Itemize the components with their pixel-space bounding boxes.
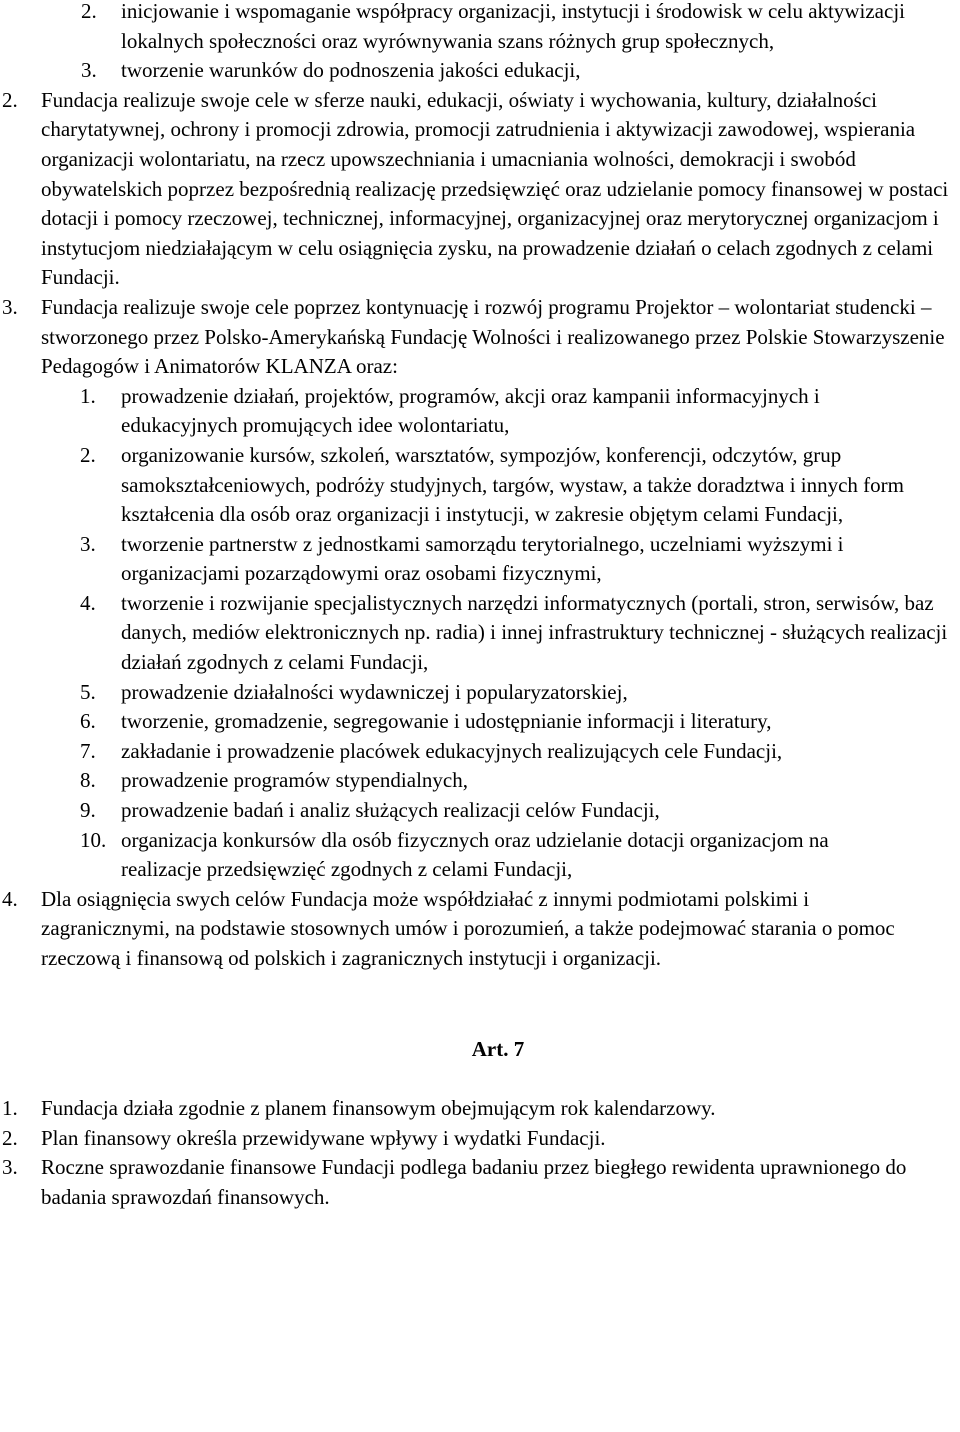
item-text: zakładanie i prowadzenie placówek edukacyjnych realizujących cele Fundacji, (121, 738, 783, 763)
list-item (81, 0, 960, 56)
item-number: 8. (80, 768, 96, 793)
list-item (80, 441, 960, 530)
item-number: 2. (81, 0, 97, 23)
item-number: 2. (80, 442, 96, 467)
item-number: 6. (80, 709, 96, 734)
paragraph-number: 3. (2, 294, 18, 319)
item-text: prowadzenie działalności wydawniczej i popularyzatorskiej, (121, 679, 628, 704)
paragraph-text: Fundacja realizuje swoje cele w sferze nauki, edukacji, oświaty i wychowania, kultury, działalności charytatywnej, ochrony i promocji zdrowia, promocji zatrudnienia i aktywizacji zawodowej, wspierania organizacji wolontariatu, na rzecz upowszechniania i umacniania wolności, demokracji i swobód obywatelskich poprzez bezpośrednią realizację przedsięwzięć oraz udzielanie pomocy finansowej w postaci dotacji i pomocy rzeczowej, technicznej, informacyjnej, organizacyjnej oraz merytorycznej organizacjom i instytucjom niedziałającym w celu osiągnięcia zysku, na prowadzenie działań o celach zgodnych z celami Fundacji. (41, 87, 949, 290)
item-number: 3. (81, 58, 97, 83)
item-number: 1. (80, 383, 96, 408)
item-text: organizowanie kursów, szkoleń, warsztatów, sympozjów, konferencji, odczytów, grup samokształceniowych, podróży studyjnych, targów, wystaw, a także doradztwa i innych form kształcenia dla osób oraz organizacji i instytucji, w zakresie objętym celami Fundacji, (121, 442, 904, 527)
paragraph-text: Fundacja realizuje swoje cele poprzez kontynuację i rozwój programu Projektor – wolontariat studencki – stworzonego przez Polsko-Amerykańską Fundację Wolności i realizowanego przez Polskie Stowarzyszenie Pedagogów i Animatorów KLANZA oraz: (41, 294, 945, 379)
article-heading: Art. 7 (471, 1036, 525, 1061)
item-text: prowadzenie działań, projektów, programów, akcji oraz kampanii informacyjnych i edukacyjnych promujących idee wolontariatu, (121, 383, 820, 438)
paragraph-number: 4. (2, 886, 18, 911)
item-text: prowadzenie programów stypendialnych, (121, 768, 468, 793)
paragraph-3 (2, 293, 960, 382)
paragraph-2 (2, 86, 960, 293)
list-item (80, 796, 960, 826)
list-item (80, 678, 960, 708)
paragraph-number: 2. (2, 87, 18, 112)
item-number: 4. (80, 590, 96, 615)
list-item (80, 737, 960, 767)
paragraph-text: Dla osiągnięcia swych celów Fundacja może współdziałać z innymi podmiotami polskimi i zagranicznymi, na podstawie stosownych umów i porozumień, a także podejmować starania o pomoc rzeczową i finansową od polskich i zagranicznych instytucji i organizacji. (41, 886, 895, 970)
item-number: 7. (80, 738, 96, 763)
list-item (81, 56, 960, 86)
list-item (80, 530, 960, 589)
list-item (80, 707, 960, 737)
item-text: Fundacja działa zgodnie z planem finansowym obejmującym rok kalendarzowy. (41, 1096, 716, 1121)
item-text: Roczne sprawozdanie finansowe Fundacji podlega badaniu przez biegłego rewidenta uprawnionego do badania sprawozdań finansowych. (41, 1155, 907, 1209)
item-number: 5. (80, 679, 96, 704)
item-number: 2. (2, 1125, 18, 1150)
item-number: 3. (80, 531, 96, 556)
item-text: inicjowanie i wspomaganie współpracy organizacji, instytucji i środowisk w celu aktywizacji lokalnych społeczności oraz wyrównywania szans różnych grup społecznych, (121, 0, 905, 53)
item-number: 3. (2, 1155, 18, 1180)
item-text: tworzenie, gromadzenie, segregowanie i udostępnianie informacji i literatury, (121, 709, 772, 734)
list-item (80, 589, 960, 678)
item-text: prowadzenie badań i analiz służących realizacji celów Fundacji, (121, 798, 660, 823)
item-number: 10. (80, 827, 107, 852)
item-text: tworzenie partnerstw z jednostkami samorządu terytorialnego, uczelniami wyższymi i organizacjami pozarządowymi oraz osobami fizycznymi, (121, 531, 844, 586)
top-list (0, 0, 960, 86)
item-text: organizacja konkursów dla osób fizycznych oraz udzielanie dotacji organizacjom na realizacje przedsięwzięć zgodnych z celami Fundacji, (121, 827, 829, 882)
paragraph-3-list (0, 382, 960, 885)
article-7 (0, 1035, 960, 1213)
list-item (80, 766, 960, 796)
paragraph-4 (2, 885, 960, 974)
item-text: Plan finansowy określa przewidywane wpływy i wydatki Fundacji. (41, 1125, 606, 1150)
item-number: 1. (2, 1096, 18, 1121)
article-item (2, 1094, 960, 1124)
item-number: 9. (80, 798, 96, 823)
item-text: tworzenie i rozwijanie specjalistycznych narzędzi informatycznych (portali, stron, serwisów, baz danych, mediów elektronicznych np. radia) i innej infrastruktury technicznej - służących realizacji działań zgodnych z celami Fundacji, (121, 590, 948, 675)
list-item (80, 826, 960, 885)
list-item (80, 382, 960, 441)
article-item (2, 1153, 960, 1212)
article-item (2, 1124, 960, 1154)
item-text: tworzenie warunków do podnoszenia jakości edukacji, (121, 58, 581, 83)
